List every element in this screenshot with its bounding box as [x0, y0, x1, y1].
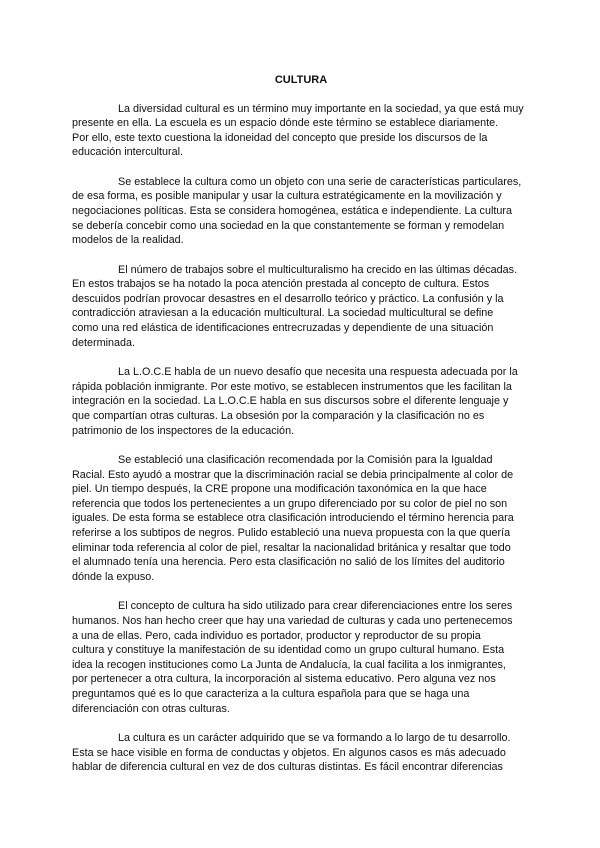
text-line: negociaciones políticas. Esta se considera homogénea, estática e independiente. La cultura — [72, 204, 512, 217]
text-line: que compartían otras culturas. La obsesión por la comparación y la clasificación no es — [72, 409, 485, 422]
text-line: determinada. — [72, 336, 136, 349]
text-line: referirse a los subtipos de negros. Pulido estableció una nueva propuesta con la que quería — [72, 527, 511, 540]
text-line: integración en la sociedad. La L.O.C.E habla en sus discursos sobre el diferente lenguaje y — [72, 395, 509, 408]
paragraph — [72, 599, 542, 716]
document-body — [72, 102, 542, 790]
text-line: descuidos podrían provocar desastres en el desarrollo teórico y práctico. La confusión y la — [72, 292, 504, 305]
text-line: piel. Un tiempo después, la CRE propone una modificación taxonómica en la que hace — [72, 483, 487, 496]
text-line: preguntamos qué es lo que caracteriza a la cultura española para que se haga una — [72, 688, 470, 701]
paragraph — [72, 102, 542, 161]
text-line: dónde la expuso. — [72, 571, 155, 583]
text-line: La diversidad cultural es un término muy importante en la sociedad, ya que está muy — [118, 102, 524, 115]
text-line: Se estableció una clasificación recomendada por la Comisión para la Igualdad — [118, 453, 493, 466]
text-line: En estos trabajos se ha notado la poca atención prestada al concepto de cultura. Estos — [72, 278, 490, 291]
text-line: educación intercultural. — [72, 146, 184, 159]
text-line: Se establece la cultura como un objeto con una serie de características particulares, — [118, 175, 522, 188]
text-line: patrimonio de los inspectores de la educación. — [72, 424, 295, 437]
paragraph — [72, 365, 542, 438]
text-line: eliminar toda referencia al color de piel, resaltar la nacionalidad británica y resaltar que todo — [72, 541, 511, 554]
text-line: diferenciación con otras culturas. — [72, 702, 230, 715]
text-line: contradicción atraviesan a la educación multicultural. La sociedad multicultural se define — [72, 307, 494, 320]
paragraph — [72, 263, 542, 351]
text-line: modelos de la realidad. — [72, 234, 184, 247]
text-line: de esa forma, es posible manipular y usar la cultura estratégicamente en la movilización y — [72, 190, 502, 203]
text-line: Por ello, este texto cuestiona la idoneidad del concepto que preside los discursos de la — [72, 131, 488, 144]
paragraph — [72, 175, 542, 248]
paragraph — [72, 453, 542, 585]
text-line: Racial. Esto ayudó a mostrar que la discriminación racial se debia principalmente al color de — [72, 468, 514, 481]
text-line: se debería concebir como una sociedad en la que constantemente se forman y remodelan — [72, 219, 505, 232]
text-line: La cultura es un carácter adquirido que se va formando a lo largo de tu desarrollo. — [118, 732, 511, 745]
paragraph — [72, 731, 542, 775]
text-line: La L.O.C.E habla de un nuevo desafío que necesita una respuesta adecuada por la — [118, 366, 518, 379]
text-line: El concepto de cultura ha sido utilizado para crear diferenciaciones entre los seres — [118, 600, 513, 613]
text-line: hablar de diferencia cultural en vez de dos culturas distintas. Es fácil encontrar diferencias — [72, 761, 503, 774]
text-line: a una de ellas. Pero, cada individuo es portador, productor y reproductor de su propia — [72, 629, 481, 642]
text-line: presente en ella. La escuela es un espacio dónde este término se establece diariamente. — [72, 117, 499, 130]
document-title: CULTURA — [274, 74, 328, 86]
text-line: Esta se hace visible en forma de conductas y objetos. En algunos casos es más adecuado — [72, 746, 506, 759]
text-line: humanos. Nos han hecho creer que hay una variedad de culturas y cada uno pertenecemos — [72, 614, 513, 627]
text-line: por pertenecer a otra cultura, la incorporación al sistema educativo. Pero alguna vez nos — [72, 673, 496, 686]
text-line: referencia que todos los pertenecientes a un grupo diferenciado por su color de piel no son — [72, 497, 508, 510]
text-line: cultura y constituye la manifestación de su identidad como un grupo cultural humano. Esta — [72, 644, 505, 657]
text-line: como una red elástica de identificaciones entrecruzadas y dependiente de una situación — [72, 322, 494, 335]
text-line: idea la recogen instituciones como La Junta de Andalucía, la cual facilita a los inmigrantes, — [72, 658, 506, 671]
text-line: iguales. De esta forma se establece otra clasificación introduciendo el término herencia para — [72, 512, 514, 525]
text-line: rápida población inmigrante. Por este motivo, se establecen instrumentos que les facilitan la — [72, 380, 512, 393]
text-line: El número de trabajos sobre el multiculturalismo ha crecido en las últimas décadas. — [118, 263, 518, 276]
text-line: el alumnado tenía una herencia. Pero esta clasificación no salió de los límites del auditorio — [72, 556, 505, 569]
